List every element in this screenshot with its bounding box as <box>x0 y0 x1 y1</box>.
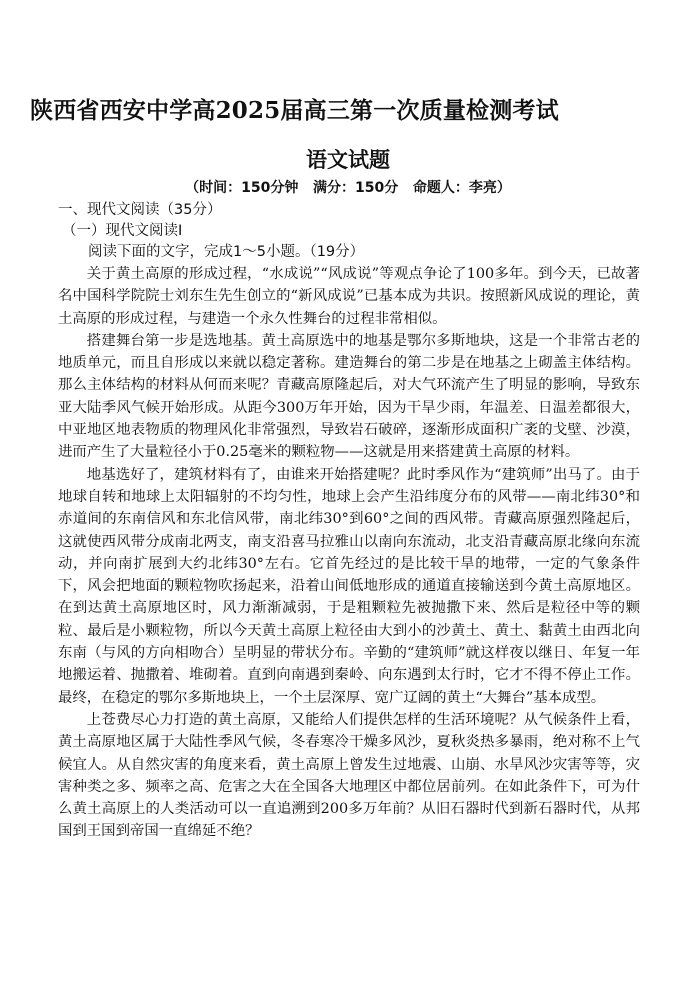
subject-title: 语文试题 <box>306 147 390 172</box>
passage-paragraph: 搭建舞台第一步是选地基。黄土高原选中的地基是鄂尔多斯地块，这是一个非常古老的地质单元，而且自形成以来就以稳定著称。建造舞台的第二步是在地基之上砌盖主体结构。那么主体结构的材料从何而来呢？青藏高原隆起后，对大气环流产生了明显的影响，导致东亚大陆季风气候开始形成。从距今300万年开始，因为干旱少雨，年温差、日温差都很大，中亚地区地表物质的物理风化非常强烈，导致岩石破碎，逐渐形成面积广袤的戈壁、沙漠，进而产生了大量粒径小于0.25毫米的颗粒物——这就是用来搭建黄土高原的材料。 <box>58 332 640 461</box>
passage-paragraph: 地基选好了，建筑材料有了，由谁来开始搭建呢？此时季风作为“建筑师”出马了。由于地球自转和地球上太阳辐射的不均匀性，地球上会产生沿纬度分布的风带——南北纬30°和赤道间的东南信风和东北信风带，南北纬30°到60°之间的西风带。青藏高原强烈隆起后，这就使西风带分成南北两支，南支沿喜马拉雅山以南向东流动，北支沿青藏高原北缘向东流动，并向南扩展到大约北纬30°左右。它首先经过的是比较干旱的地带，一定的气象条件下，风会把地面的颗粒物吹扬起来，沿着山间低地形成的通道直接输送到今黄土高原地区。在到达黄土高原地区时，风力渐渐减弱，于是粗颗粒先被抛撒下来、然后是粒径中等的颗粒、最后是小颗粒物，所以今天黄土高原上粒径由大到小的沙黄土、黄土、黏黄土由西北向东南（与风的方向相吻合）呈明显的带状分布。辛勤的“建筑师”就这样夜以继日、年复一年地搬运着、抛撒着、堆砌着。直到向南遇到秦岭、向东遇到太行时，它才不得不停止工作。最终，在稳定的鄂尔多斯地块上，一个土层深厚、宽广辽阔的黄土“大舞台”基本成型。 <box>58 466 640 706</box>
exam-meta-info: （时间：150分钟 满分：150分 命题人：李亮） <box>185 180 511 196</box>
section-heading: 一、现代文阅读（35分） <box>58 202 222 218</box>
passage-paragraph: 关于黄土高原的形成过程，“水成说”“风成说”等观点争论了100多年。到今天，已故著名中国科学院院士刘东生先生创立的“新风成说”已基本成为共识。按照新风成说的理论，黄土高原的形成过程，与建造一个永久性舞台的过程非常相似。 <box>58 266 640 327</box>
passage-paragraph: 上苍费尽心力打造的黄土高原，又能给人们提供怎样的生活环境呢？从气候条件上看，黄土高原地区属于大陆性季风气候，冬春寒冷干燥多风沙，夏秋炎热多暴雨，绝对称不上气候宜人。从自然灾害的角度来看，黄土高原上曾发生过地震、山崩、水旱风沙灾害等等，灾害种类之多、频率之高、危害之大在全国各大地理区中都位居前列。在如此条件下，可为什么黄土高原上的人类活动可以一直追溯到200多万年前？从旧石器时代到新石器时代，从邦国到王国到帝国一直绵延不绝？ <box>58 711 640 840</box>
reading-passage <box>58 263 640 843</box>
exam-title: 陕西省西安中学高2025届高三第一次质量检测考试 <box>30 97 559 124</box>
subsection-heading: （一）现代文阅读Ⅰ <box>62 223 183 239</box>
reading-instruction: 阅读下面的文字，完成1～5小题。（19分） <box>88 244 365 260</box>
